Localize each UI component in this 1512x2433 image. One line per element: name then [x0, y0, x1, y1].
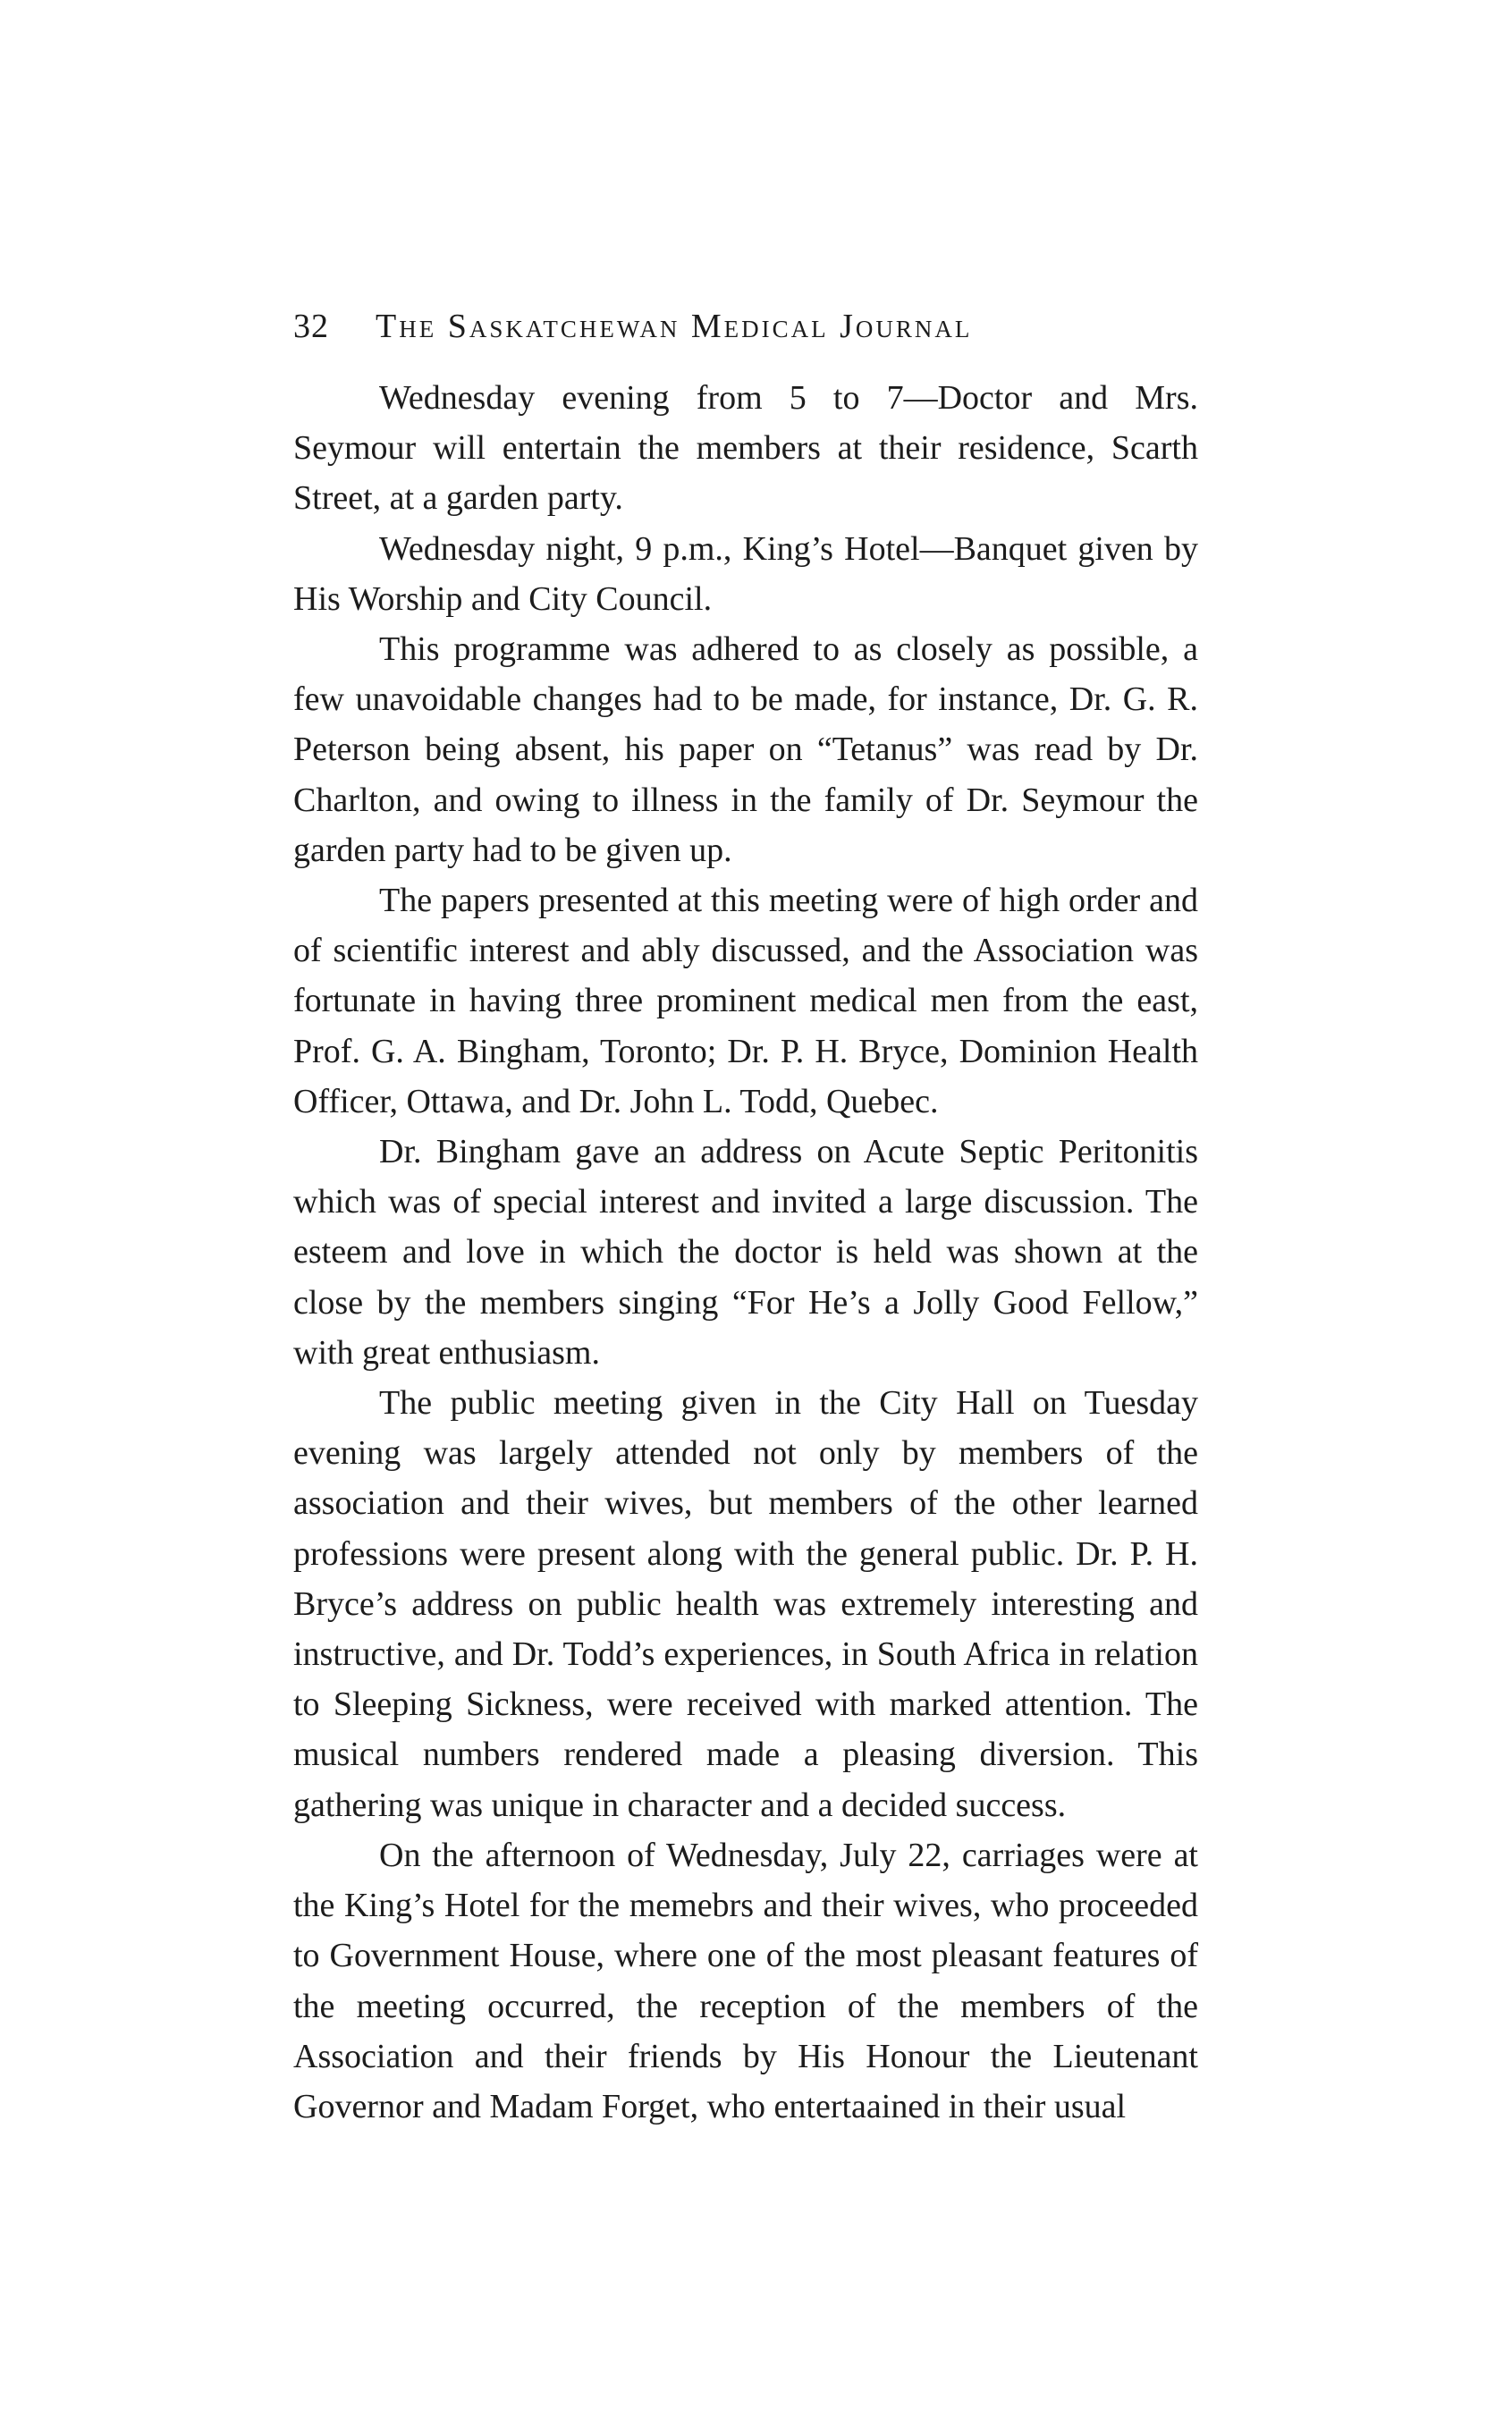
- paragraph-government-house: On the afternoon of Wednesday, July 22, carriages were at the King’s Hotel for the memebrs and their wives, who proceeded to Government House, where one of the most pleasant features of the meeting occurred, the reception of the members of the Association and their friends by His Honour the Lieutenant Governor and Madam Forget, who entertaained in their usual: [293, 1836, 1198, 2125]
- paragraph-programme-changes: This programme was adhered to as closely as possible, a few unavoidable changes had to be made, for instance, Dr. G. R. Peterson being absent, his paper on “Tetanus” was read by Dr. Charlton, and owing to illness in the family of Dr. Seymour the garden party had to be given up.: [293, 630, 1198, 869]
- paragraph-garden-party: Wednesday evening from 5 to 7—Doctor and Mrs. Seymour will entertain the members at their residence, Scarth Street, at a garden party.: [293, 379, 1198, 518]
- paragraph-banquet: Wednesday night, 9 p.m., King’s Hotel—Banquet given by His Worship and City Council.: [293, 529, 1198, 618]
- paragraph-papers-presented: The papers presented at this meeting were of high order and of scientific interest and ably discussed, and the Association was fortunate in having three prominent medical men from the east, Prof. G. A. Bingham, Toronto; Dr. P. H. Bryce, Dominion Health Officer, Ottawa, and Dr. John L. Todd, Quebec.: [293, 882, 1198, 1120]
- page-header: [293, 304, 1196, 349]
- body-text: [293, 373, 1198, 2132]
- paragraph-bingham-address: Dr. Bingham gave an address on Acute Septic Peritonitis which was of special interest and invited a large discussion. The esteem and love in which the doctor is held was shown at the close by the members singing “For He’s a Jolly Good Fellow,” with great enthusiasm.: [293, 1133, 1198, 1372]
- running-title: The Saskatchewan Medical Journal: [376, 308, 973, 345]
- paragraph-public-meeting: The public meeting given in the City Hall on Tuesday evening was largely attended not only by members of the association and their wives, but members of the other learned professions were present along with the general public. Dr. P. H. Bryce’s address on public health was extremely interesting and instructive, and Dr. Todd’s experiences, in South Africa in relation to Sleeping Sickness, were received with marked attention. The musical numbers rendered made a pleasing diversion. This gathering was unique in character and a decided success.: [293, 1384, 1198, 1824]
- page-number: 32: [293, 308, 329, 345]
